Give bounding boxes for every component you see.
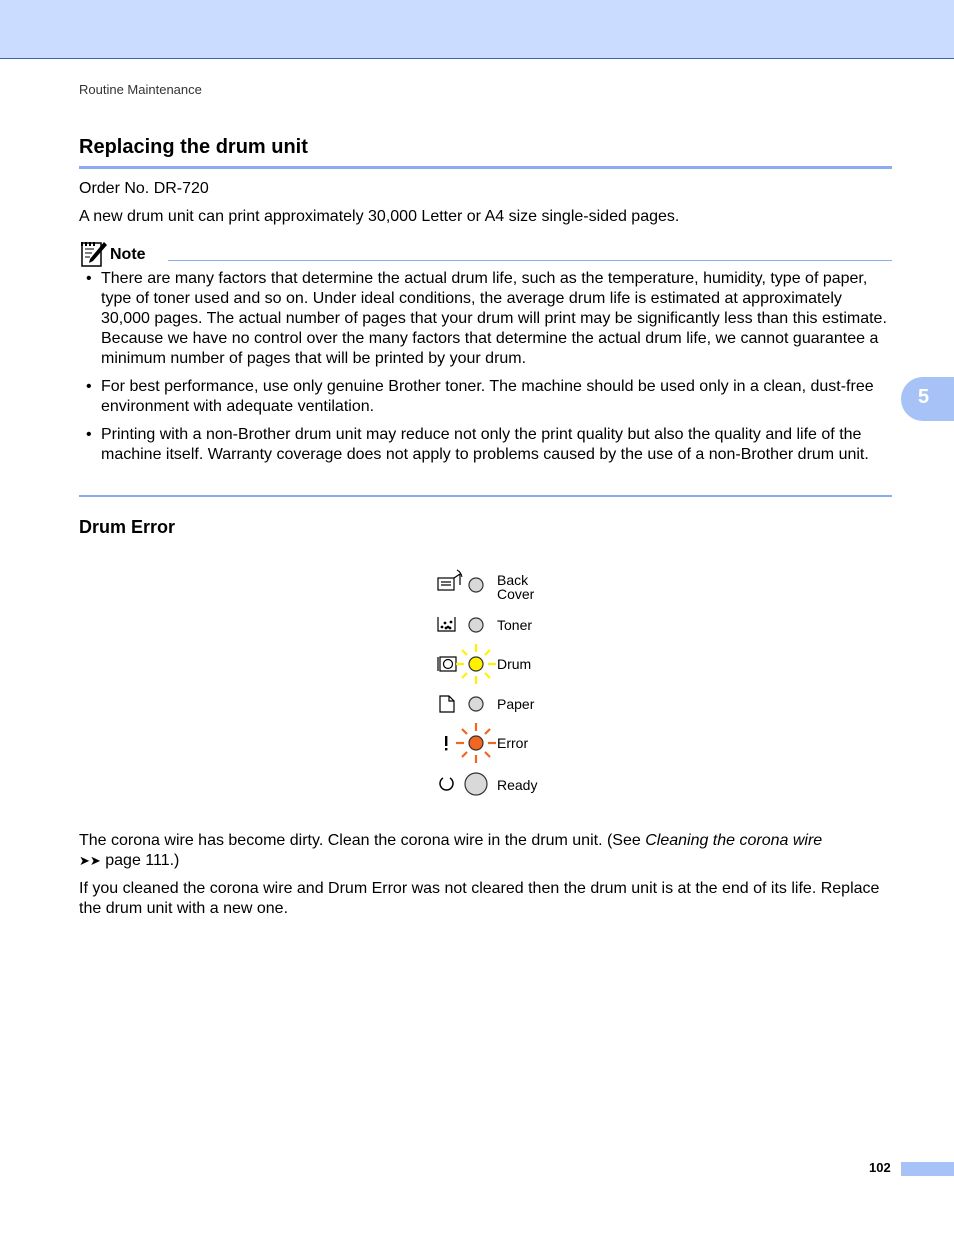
led-back-cover bbox=[469, 578, 483, 592]
led-paper bbox=[469, 697, 483, 711]
led-label-back-cover: Back Cover bbox=[497, 572, 535, 602]
led-label-ready: Ready bbox=[497, 777, 538, 793]
header-band bbox=[0, 0, 954, 59]
intro-text: A new drum unit can print approximately 30,000 Letter or A4 size single-sided pages. bbox=[79, 208, 680, 225]
led-drum bbox=[469, 657, 483, 671]
note-end-rule bbox=[79, 495, 892, 497]
running-head: Routine Maintenance bbox=[79, 82, 202, 97]
section-title: Replacing the drum unit bbox=[79, 136, 308, 158]
chapter-number: 5 bbox=[918, 386, 930, 408]
led-ready bbox=[465, 773, 487, 795]
note-header bbox=[79, 240, 892, 268]
drum-icon bbox=[438, 657, 456, 671]
title-rule bbox=[79, 166, 892, 169]
end-of-life-paragraph: If you cleaned the corona wire and Drum Error was not cleared then the drum unit is at the end of its life. Replace the drum unit with a new one. bbox=[79, 880, 880, 917]
led-label-toner: Toner bbox=[497, 617, 533, 633]
back-cover-icon bbox=[438, 570, 462, 590]
note-list bbox=[79, 269, 892, 473]
led-error bbox=[469, 736, 483, 750]
note-rule bbox=[168, 260, 892, 261]
order-number: Order No. DR-720 bbox=[79, 180, 209, 197]
page-tab bbox=[901, 1162, 954, 1176]
led-label-drum: Drum bbox=[497, 656, 532, 672]
led-panel bbox=[430, 565, 590, 805]
note-item: • For best performance, use only genuine Brother toner. The machine should be used only in a clean, dust-free environment with adequate ventilation. bbox=[86, 378, 874, 415]
drum-error-title: Drum Error bbox=[79, 517, 176, 537]
note-label: Note bbox=[110, 246, 146, 263]
power-icon bbox=[440, 778, 453, 790]
led-label-paper: Paper bbox=[497, 696, 535, 712]
corona-paragraph: The corona wire has become dirty. Clean the corona wire in the drum unit. (See Cleaning the corona wire ➤➤ page 111.) bbox=[79, 832, 823, 869]
chapter-tab bbox=[901, 377, 954, 421]
note-item: • Printing with a non-Brother drum unit may reduce not only the print quality but also the quality and life of the machine itself. Warranty coverage does not apply to problems caused by the use of a non-Brother drum unit. bbox=[86, 426, 869, 463]
led-toner bbox=[469, 618, 483, 632]
arrow-icon: ➤➤ bbox=[79, 854, 101, 869]
cross-reference-link[interactable]: Cleaning the corona wire bbox=[645, 832, 823, 849]
led-label-error: Error bbox=[497, 735, 529, 751]
exclamation-icon bbox=[445, 736, 447, 750]
paper-icon bbox=[440, 696, 454, 712]
toner-icon bbox=[438, 617, 455, 631]
note-pencil-icon bbox=[79, 240, 107, 268]
page-number: 102 bbox=[869, 1160, 891, 1175]
note-item: • There are many factors that determine the actual drum life, such as the temperature, humidity, type of paper, type of toner used and so on. Under ideal conditions, the average drum life is estimated at approximately 30,000 pages. The actual number of pages that your drum will print may be significantly less than this estimate. Because we have no control over the many factors that determine the actual drum life, we cannot guarantee a minimum number of pages that will be printed by your drum. bbox=[86, 270, 887, 367]
